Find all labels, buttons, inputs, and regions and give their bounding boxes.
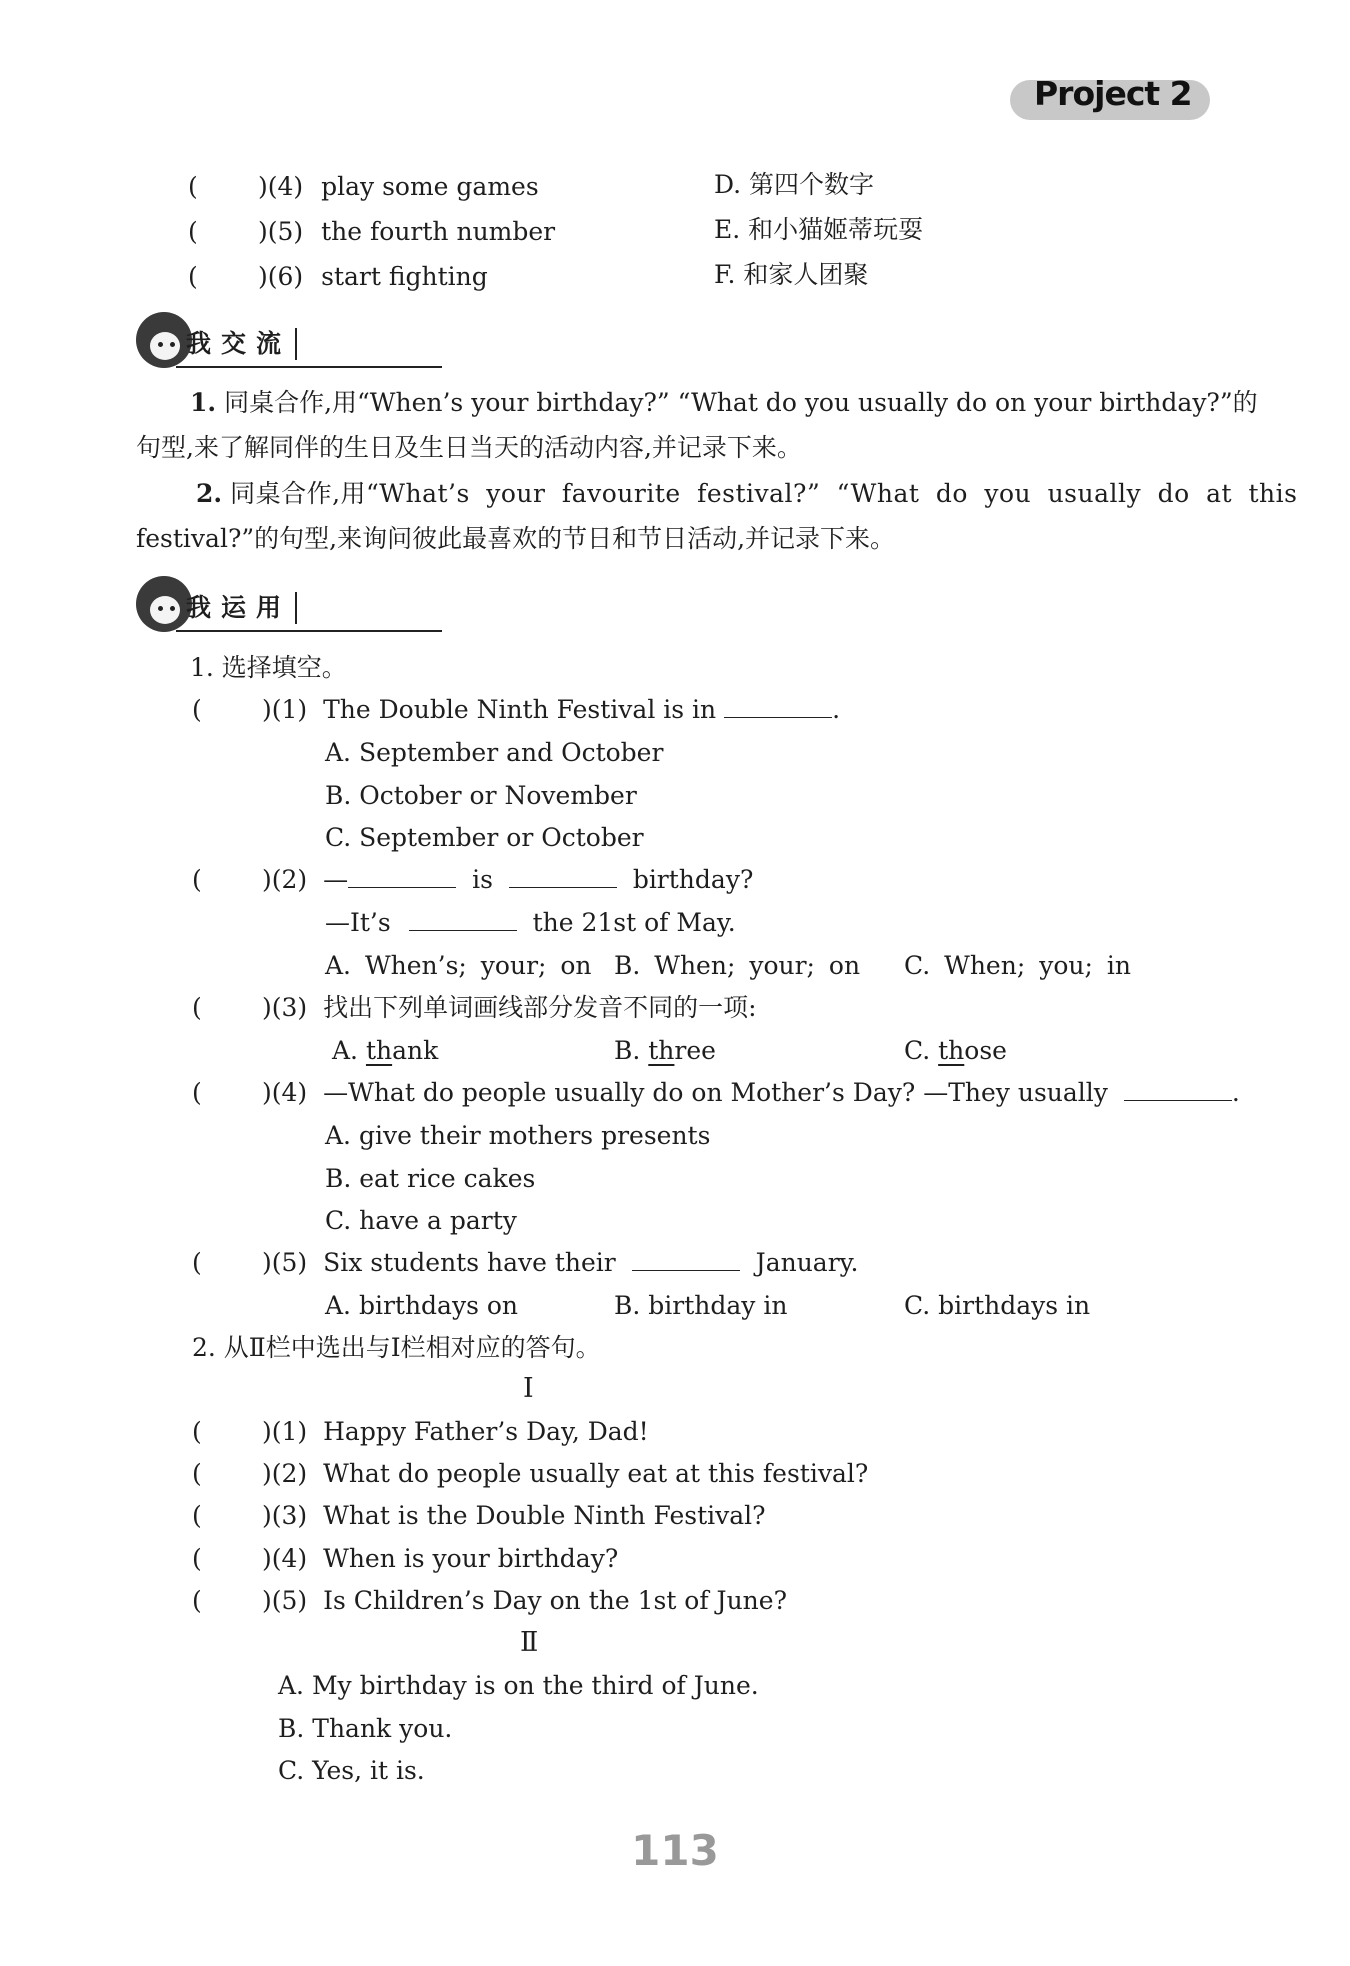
answer-end: the 21st of May. bbox=[532, 908, 736, 937]
question-4 bbox=[192, 1077, 1240, 1109]
answer-paren[interactable]: ( bbox=[192, 865, 202, 894]
answer-paren[interactable]: ( bbox=[192, 695, 202, 724]
item-number: )(4) bbox=[262, 1544, 308, 1573]
answer-paren[interactable]: ( bbox=[192, 1544, 202, 1573]
phrase: play some games bbox=[321, 172, 539, 201]
phrase: the fourth number bbox=[321, 217, 556, 246]
answer-paren[interactable]: ( bbox=[192, 1501, 202, 1530]
question-2-line2 bbox=[325, 907, 736, 939]
exchange-item-1-line1 bbox=[190, 387, 1258, 419]
question-stem: 找出下列单词画线部分发音不同的一项: bbox=[323, 993, 757, 1022]
sentence: Is Children’s Day on the 1st of June? bbox=[323, 1586, 787, 1615]
option-a: A. When’s; your; on bbox=[325, 951, 592, 980]
item-number: )(4) bbox=[262, 1078, 308, 1107]
option-c: C. When; you; in bbox=[904, 951, 1131, 980]
item-number: )(1) bbox=[262, 1417, 308, 1446]
question-word: January. bbox=[755, 1248, 859, 1277]
answer-paren[interactable]: ( bbox=[192, 1248, 202, 1277]
match-option: F. 和家人团聚 bbox=[714, 260, 869, 289]
question-5 bbox=[192, 1247, 858, 1279]
page-number: 113 bbox=[631, 1826, 719, 1875]
column-2-title: Ⅱ bbox=[520, 1627, 539, 1658]
item-number: )(5) bbox=[262, 1248, 308, 1277]
instruction-text: 同桌合作,用“What’s your favourite festival?” “What do you usually do at this bbox=[230, 479, 1298, 508]
divider bbox=[176, 366, 442, 368]
list-item bbox=[192, 1416, 649, 1448]
sentence: Happy Father’s Day, Dad! bbox=[323, 1417, 649, 1446]
question-word: birthday? bbox=[632, 865, 754, 894]
answer-option: B. Thank you. bbox=[278, 1714, 453, 1743]
option-b: B. When; your; on bbox=[614, 951, 861, 980]
list-item bbox=[192, 1458, 868, 1490]
section-title: 我运用 bbox=[186, 592, 297, 624]
option-b: B. eat rice cakes bbox=[325, 1164, 536, 1193]
punctuation: . bbox=[1231, 1078, 1240, 1107]
match-option: D. 第四个数字 bbox=[714, 170, 875, 199]
item-number: )(3) bbox=[262, 993, 308, 1022]
sentence: What is the Double Ninth Festival? bbox=[323, 1501, 766, 1530]
answer-option: A. My birthday is on the third of June. bbox=[278, 1671, 759, 1700]
fill-blank[interactable] bbox=[724, 697, 832, 718]
item-number: 1. bbox=[190, 388, 217, 417]
fill-blank[interactable] bbox=[348, 867, 456, 888]
section-title: 我交流 bbox=[186, 328, 297, 360]
phrase: start fighting bbox=[321, 262, 488, 291]
answer-paren[interactable]: ( bbox=[188, 217, 198, 246]
question-stem: —What do people usually do on Mother’s Day? —They usually bbox=[323, 1078, 1108, 1107]
project-badge bbox=[1010, 70, 1210, 126]
question-stem: Six students have their bbox=[323, 1248, 616, 1277]
answer-paren[interactable]: ( bbox=[192, 993, 202, 1022]
option-a: A. September and October bbox=[325, 738, 664, 767]
match-option: E. 和小猫姬蒂玩耍 bbox=[714, 215, 924, 244]
exchange-item-2-line2: festival?”的句型,来询问彼此最喜欢的节日和节日活动,并记录下来。 bbox=[136, 524, 896, 553]
section-apply-head bbox=[136, 576, 456, 636]
option-a: A. thank bbox=[332, 1036, 439, 1065]
answer-paren[interactable]: ( bbox=[192, 1586, 202, 1615]
column-1-title: Ⅰ bbox=[523, 1373, 534, 1404]
part1-heading: 1. 选择填空。 bbox=[190, 653, 347, 682]
question-1 bbox=[192, 694, 840, 726]
match-row bbox=[188, 261, 488, 293]
match-row bbox=[188, 171, 539, 203]
instruction-text: 同桌合作,用“When’s your birthday?” “What do you usually do on your birthday?”的 bbox=[224, 388, 1258, 417]
fill-blank[interactable] bbox=[1124, 1080, 1232, 1101]
option-c: C. have a party bbox=[325, 1206, 517, 1235]
exchange-item-2-line1 bbox=[196, 478, 1297, 510]
item-number: )(3) bbox=[262, 1501, 308, 1530]
question-word: is bbox=[472, 865, 493, 894]
sentence: What do people usually eat at this festival? bbox=[323, 1459, 869, 1488]
sentence: When is your birthday? bbox=[323, 1544, 619, 1573]
badge-text: Project 2 bbox=[1034, 74, 1192, 113]
item-number: )(6) bbox=[258, 262, 304, 291]
section-exchange-head bbox=[136, 312, 456, 372]
item-number: )(2) bbox=[262, 865, 308, 894]
divider bbox=[176, 630, 442, 632]
option-c: C. birthdays in bbox=[904, 1291, 1091, 1320]
exchange-item-1-line2: 句型,来了解同伴的生日及生日当天的活动内容,并记录下来。 bbox=[136, 433, 802, 462]
option-a: A. give their mothers presents bbox=[325, 1121, 711, 1150]
girl-mascot-icon bbox=[136, 312, 192, 368]
list-item bbox=[192, 1585, 787, 1617]
option-c: C. those bbox=[904, 1036, 1007, 1065]
fill-blank[interactable] bbox=[509, 867, 617, 888]
question-2 bbox=[192, 864, 753, 896]
fill-blank[interactable] bbox=[409, 910, 517, 931]
answer-start: —It’s bbox=[325, 908, 391, 937]
girl-mascot-icon bbox=[136, 576, 192, 632]
question-stem: The Double Ninth Festival is in bbox=[323, 695, 717, 724]
answer-paren[interactable]: ( bbox=[192, 1078, 202, 1107]
question-3 bbox=[192, 992, 757, 1024]
answer-paren[interactable]: ( bbox=[192, 1459, 202, 1488]
dash: — bbox=[323, 865, 349, 894]
answer-paren[interactable]: ( bbox=[192, 1417, 202, 1446]
item-number: )(1) bbox=[262, 695, 308, 724]
item-number: 2. bbox=[196, 479, 223, 508]
option-a: A. birthdays on bbox=[325, 1291, 519, 1320]
item-number: )(5) bbox=[258, 217, 304, 246]
option-c: C. September or October bbox=[325, 823, 644, 852]
option-b: B. birthday in bbox=[614, 1291, 788, 1320]
list-item bbox=[192, 1543, 618, 1575]
item-number: )(2) bbox=[262, 1459, 308, 1488]
punctuation: . bbox=[832, 695, 841, 724]
answer-paren[interactable]: ( bbox=[188, 262, 198, 291]
part2-heading: 2. 从Ⅱ栏中选出与Ⅰ栏相对应的答句。 bbox=[192, 1333, 601, 1362]
option-b: B. three bbox=[614, 1036, 716, 1065]
answer-option: C. Yes, it is. bbox=[278, 1756, 425, 1785]
answer-paren[interactable]: ( bbox=[188, 172, 198, 201]
list-item bbox=[192, 1500, 766, 1532]
option-b: B. October or November bbox=[325, 781, 637, 810]
fill-blank[interactable] bbox=[632, 1250, 740, 1271]
match-row bbox=[188, 216, 555, 248]
item-number: )(5) bbox=[262, 1586, 308, 1615]
item-number: )(4) bbox=[258, 172, 304, 201]
